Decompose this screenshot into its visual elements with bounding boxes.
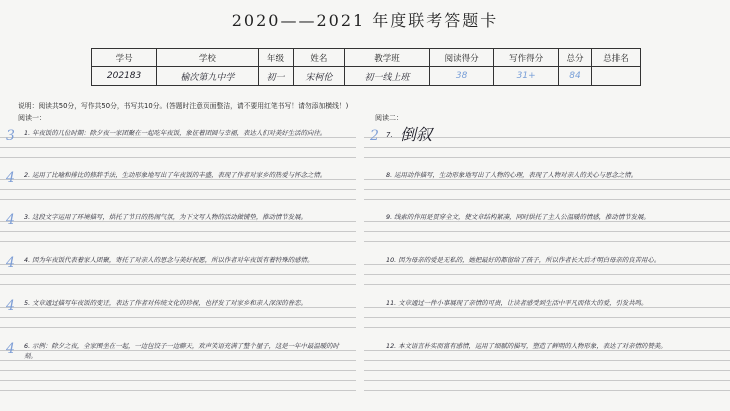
reading2-panel <box>364 124 730 411</box>
reading1-label: 阅读一： <box>18 114 46 122</box>
score-mark-1: 3 <box>6 128 15 144</box>
value-name: 宋柯伦 <box>293 67 345 86</box>
answer-9: 9. 线索的作用是贯穿全文，使文章结构紧凑，同时烘托了主人公温暖的情感，推动情节发展。 <box>386 213 650 221</box>
reading1-panel <box>0 124 356 411</box>
header-grade: 年级 <box>258 49 293 67</box>
answer-4: 4. 因为年夜饭代表着家人团聚，寄托了对亲人的思念与美好祝愿，所以作者对年夜饭有着特殊的感情。 <box>24 256 314 264</box>
header-writing-score: 写作得分 <box>494 49 559 67</box>
value-reading-score: 38 <box>429 67 494 86</box>
answer-12: 12. 本文语言朴实而富有感情，运用了细腻的描写，塑造了鲜明的人物形象，表达了对亲情的赞美。 <box>386 342 667 350</box>
answer-6: 6. 示例：除夕之夜，全家围坐在一起，一边包饺子一边聊天，欢声笑语充满了整个屋子，这是一年中最温暖的时刻。 <box>24 342 339 360</box>
value-student-id: 202183 <box>92 67 157 86</box>
answer-7-number: 7. <box>386 131 393 139</box>
value-total-score: 84 <box>558 67 591 86</box>
answer-5: 5. 文章通过描写年夜饭的变迁，表达了作者对传统文化的珍视，也抒发了对家乡和亲人深深的眷恋。 <box>24 299 307 307</box>
reading2-label: 阅读二： <box>375 114 403 122</box>
header-rank: 总排名 <box>592 49 641 67</box>
score-mark-2: 4 <box>6 170 15 186</box>
sheet-title: 2020——2021 年度联考答题卡 <box>231 11 499 30</box>
value-writing-score: 31+ <box>494 67 559 86</box>
student-info-table <box>91 48 641 86</box>
score-mark-6: 4 <box>6 341 15 357</box>
score-mark-4: 4 <box>6 255 15 271</box>
answer-7: 倒叙 <box>400 125 433 144</box>
value-class: 初一线上班 <box>345 67 430 86</box>
answer-10: 10. 因为母亲的爱是无私的，她把最好的都留给了孩子，所以作者长大后才明白母亲的良苦用心。 <box>386 256 661 264</box>
value-school: 榆次第九中学 <box>157 67 258 86</box>
header-total-score: 总分 <box>558 49 591 67</box>
header-student-id: 学号 <box>92 49 157 67</box>
answer-3: 3. 这段文字运用了环境描写，烘托了节日的热闹气氛，为下文写人物的活动做铺垫，推动情节发展。 <box>24 213 307 221</box>
header-name: 姓名 <box>293 49 345 67</box>
answer-11: 11. 文章通过一件小事展现了亲情的可贵，让读者感受到生活中平凡而伟大的爱，引发共鸣。 <box>386 299 648 307</box>
answer-1: 1. 年夜饭的几位时期：除夕夜一家团聚在一起吃年夜饭，象征着团圆与幸福，表达人们对美好生活的向往。 <box>24 129 327 137</box>
value-rank <box>592 67 641 86</box>
instructions-note: 说明：阅读共50分，写作共50分，书写共10分。(答题时注意页面整洁，请不要用红笔书写！请勿添加横线！) <box>18 102 349 110</box>
answer-2: 2. 运用了比喻和排比的修辞手法，生动形象地写出了年夜饭的丰盛，表现了作者对家乡的热爱与怀念之情。 <box>24 171 327 179</box>
header-reading-score: 阅读得分 <box>429 49 494 67</box>
answer-8: 8. 运用动作描写，生动形象地写出了人物的心理，表现了人物对亲人的关心与思念之情。 <box>386 171 637 179</box>
header-school: 学校 <box>157 49 258 67</box>
value-grade: 初一 <box>258 67 293 86</box>
header-class: 教学班 <box>345 49 430 67</box>
score-mark-5: 4 <box>6 298 15 314</box>
score-mark-3: 4 <box>6 212 15 228</box>
score-mark-7: 2 <box>370 128 379 144</box>
